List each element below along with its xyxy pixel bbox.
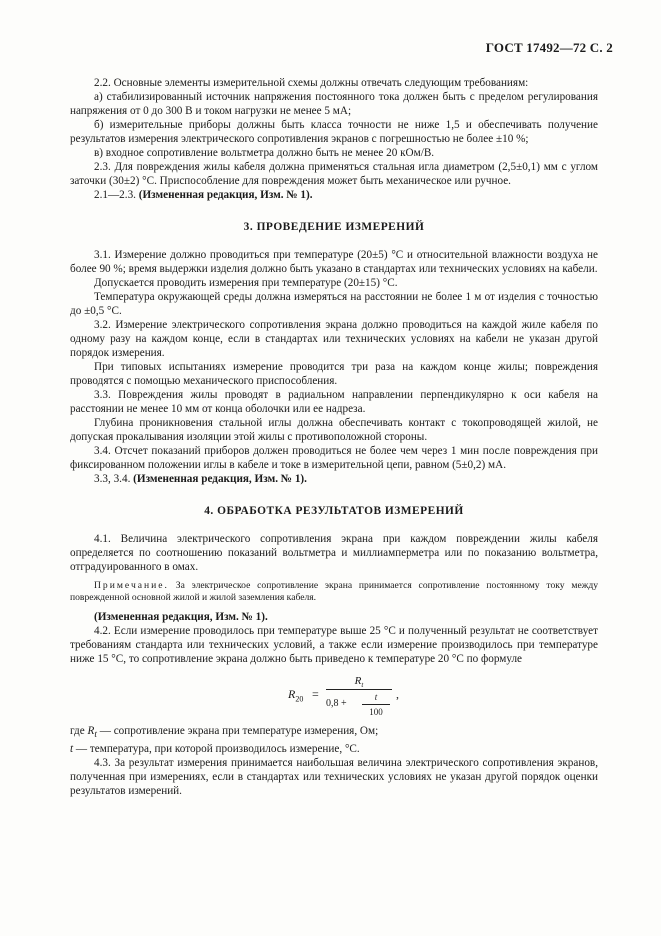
note-text: За электрическое сопротивление экрана принимается сопротивление постоянному току между поврежденной основной жилой и жилой заземления кабеля. [70, 580, 599, 603]
where-line-2: t — температура, при которой производилось измерение, °С. [70, 743, 360, 756]
paragraph-3-1: 3.1. Измерение должно проводиться при температуре (20±5) °С и относительной влажности воздуха не более 90 %; время выдержки изделия должно быть указано в стандартах или технических условиях на кабели. [70, 249, 598, 275]
paragraph-3-2b: При типовых испытаниях измерение проводится три раза на каждом конце жилы; повреждения проводятся с помощью механического приспособления. [70, 361, 598, 387]
note-label: Примечание. [94, 580, 169, 591]
paragraph-3-3b: Глубина проникновения стальной иглы должна обеспечивать контакт с токопроводящей жилой, не допуская прокалывания изоляции этой жилы с противоположной стороны. [70, 417, 598, 443]
paragraph-3-2: 3.2. Измерение электрического сопротивления экрана должно проводиться на каждой жиле кабеля по одному разу на каждом конце, если в стандартах или технических условиях на кабели не указан другой порядок измерения. [70, 319, 598, 359]
edit-text: (Измененная редакция, Изм. № 1). [133, 473, 307, 485]
edit-text: (Измененная редакция, Изм. № 1). [138, 189, 313, 201]
paragraph-2-2: 2.2. Основные элементы измерительной схемы должны отвечать следующим требованиям: [94, 77, 529, 89]
section-4-heading: 4. ОБРАБОТКА РЕЗУЛЬТАТОВ ИЗМЕРЕНИЙ [204, 505, 464, 517]
formula-fraction [326, 674, 392, 717]
edit-ref: 2.1—2.3. [94, 189, 136, 201]
paragraph-2-3: 2.3. Для повреждения жилы кабеля должна применяться стальная игла диаметром (2,5±0,1) мм с углом заточки (30±2) °С. Приспособление для повреждения может быть механическое или ручное. [70, 161, 598, 187]
item-v: в) входное сопротивление вольтметра должно быть не менее 20 кОм/В. [94, 147, 435, 159]
edit-note-4: (Измененная редакция, Изм. № 1). [94, 611, 268, 623]
formula-equals: = [312, 687, 319, 701]
page-header: ГОСТ 17492—72 С. 2 [485, 40, 613, 55]
section-3-heading: 3. ПРОВЕДЕНИЕ ИЗМЕРЕНИЙ [243, 221, 425, 233]
paragraph-4-2: 4.2. Если измерение проводилось при температуре выше 25 °С и полученный результат не соответствует требованиям стандарта или технических условий, а также если измерение производилось при температуре ниже 15 °С, то сопротивление экрана должно быть приведено к температуре 20 °С по формуле [70, 625, 598, 665]
formula-numerator: $R_t$ [354, 675, 364, 690]
document-body [70, 76, 598, 798]
paragraph-3-3: 3.3. Повреждения жилы проводят в радиальном направлении перпендикулярно к оси кабеля на расстоянии не менее 10 мм от конца оболочки или ее надреза. [70, 389, 598, 415]
item-b: б) измерительные приборы должны быть класса точности не ниже 1,5 и обеспечивать получение результатов измерения электрического сопротивления экранов с погрешностью не более ±10 %; [70, 119, 598, 145]
item-a: а) стабилизированный источник напряжения постоянного тока должен быть с пределом регулирования напряжения от 0 до 300 В и током нагрузки не менее 5 мА; [70, 91, 598, 117]
edit-note-2 [70, 188, 598, 202]
edit-note-3 [70, 472, 598, 486]
formula-lhs: $R_{20}$ [288, 687, 304, 704]
paragraph-3-1b: Допускается проводить измерения при температуре (20±15) °С. [94, 277, 398, 289]
paragraph-3-1c: Температура окружающей среды должна измеряться на расстоянии не более 1 м от изделия с точностью до ±0,5 °С. [70, 291, 598, 317]
paragraph-4-1: 4.1. Величина электрического сопротивления экрана при каждом повреждении жилы кабеля определяется по соотношению показаний вольтметра и миллиамперметра или по показанию вольтметра, отградуированного в омах. [70, 533, 598, 573]
paragraph-3-4: 3.4. Отсчет показаний приборов должен проводиться не более чем через 1 мин после повреждения при фиксированном положении иглы в кабеле и токе в измерительной цепи, равном (5±0,2) мА. [70, 445, 598, 471]
formula: $R_{20}$ = $R_t$ 0,8 + t 100 , [288, 675, 399, 717]
note [70, 580, 598, 604]
where-line-1: где $R_t$ — сопротивление экрана при температуре измерения, Ом; [70, 725, 379, 741]
formula-denominator: 0,8 + t 100 [326, 691, 392, 717]
paragraph-4-3: 4.3. За результат измерения принимается наибольшая величина электрического сопротивления экранов, полученная при измерениях, если в стандартах или технических условиях не указан другой порядок оценки результатов измерений. [70, 757, 598, 798]
edit-ref: 3.3, 3.4. [94, 473, 131, 485]
